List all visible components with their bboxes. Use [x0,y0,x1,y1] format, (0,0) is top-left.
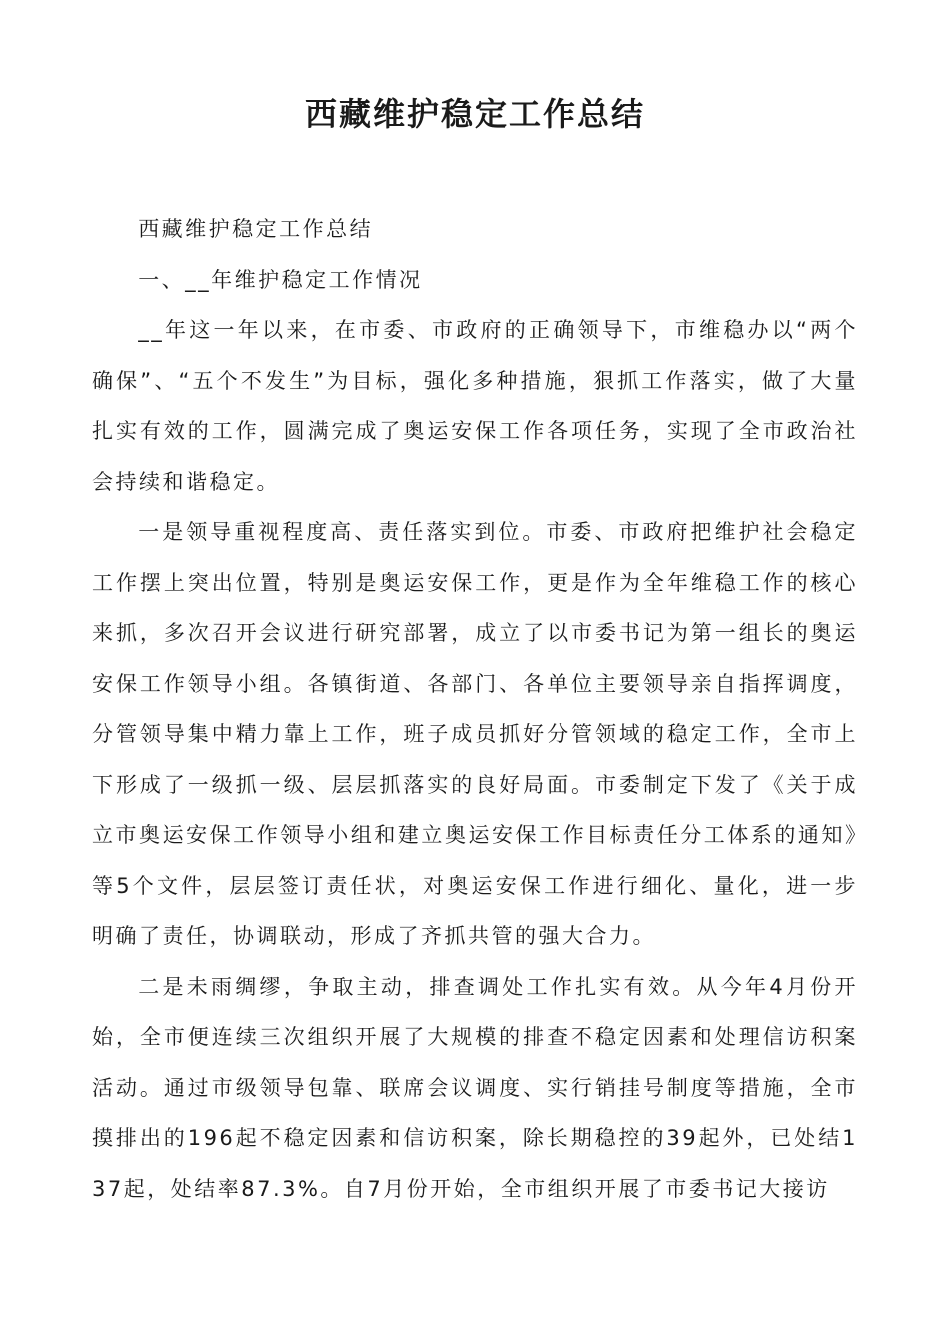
document-body [92,204,858,1214]
paragraph-section-title: 一、__年维护稳定工作情况 [138,267,423,292]
paragraph-intro: __年这一年以来，在市委、市政府的正确领导下，市维稳办以“两个确保”、“五个不发生”为目标，强化多种措施，狠抓工作落实，做了大量扎实有效的工作，圆满完成了奥运安保工作各项任务，实现了全市政治社会持续和谐稳定。 [92,318,858,494]
paragraph-point-one: 一是领导重视程度高、责任落实到位。市委、市政府把维护社会稳定工作摆上突出位置，特别是奥运安保工作，更是作为全年维稳工作的核心来抓，多次召开会议进行研究部署，成立了以市委书记为第一组长的奥运安保工作领导小组。各镇街道、各部门、各单位主要领导亲自指挥调度，分管领导集中精力靠上工作，班子成员抓好分管领域的稳定工作，全市上下形成了一级抓一级、层层抓落实的良好局面。市委制定下发了《关于成立市奥运安保工作领导小组和建立奥运安保工作目标责任分工体系的通知》等5个文件，层层签订责任状，对奥运安保工作进行细化、量化，进一步明确了责任，协调联动，形成了齐抓共管的强大合力。 [92,520,858,948]
document-title: 西藏维护稳定工作总结 [304,95,645,133]
paragraph-heading: 西藏维护稳定工作总结 [138,217,374,241]
paragraph-point-two: 二是未雨绸缪，争取主动，排查调处工作扎实有效。从今年4月份开始，全市便连续三次组织开展了大规模的排查不稳定因素和处理信访积案活动。通过市级领导包靠、联席会议调度、实行销挂号制度等措施，全市摸排出的196起不稳定因素和信访积案，除长期稳控的39起外，已处结137起，处结率87.3%。自7月份开始，全市组织开展了市委书记大接访 [92,974,858,1201]
